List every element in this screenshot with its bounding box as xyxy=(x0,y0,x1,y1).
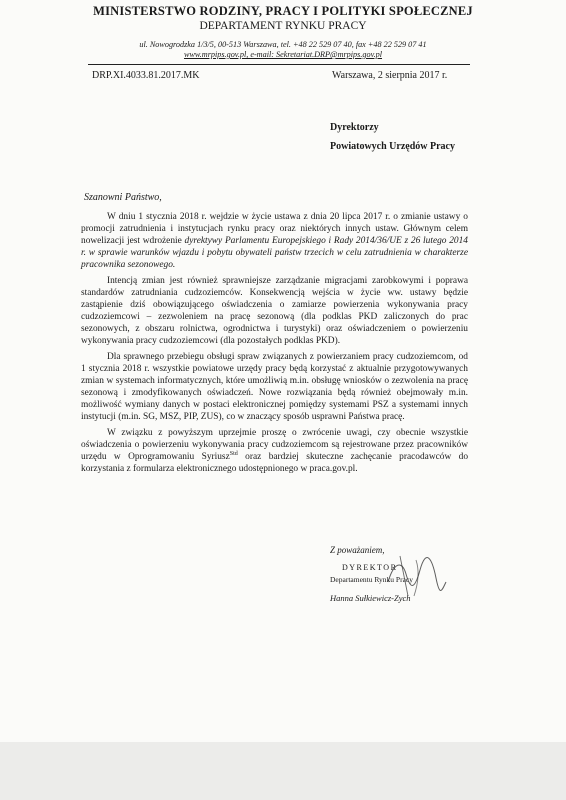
contact-line: www.mrpips.gov.pl, e-mail: Sekretariat.DRP@mrpips.gov.pl xyxy=(183,50,383,59)
paragraph-1-text: W dniu 1 stycznia 2018 r. wejdzie w życie ustawa z dnia 20 lipca 2017 r. o zmianie ustawy o promocji zatrudnienia i instytucjach rynku pracy oraz niektórych innych ustaw. Głównym celem nowelizacji jest wdrożenie xyxy=(81,212,468,246)
paragraph-1 xyxy=(81,211,468,271)
syriusz-superscript: Std xyxy=(229,450,238,457)
handwritten-signature xyxy=(380,552,450,602)
signatory-title: DYREKTOR xyxy=(342,563,398,572)
signatory-name: Hanna Sułkiewicz-Zych xyxy=(330,593,411,603)
paragraph-4-text-end: oraz bardziej skuteczne zachęcanie pracodawców do korzystania z formularza elektronicznego udostępnionego w praca.gov.pl. xyxy=(81,452,469,474)
ministry-name: MINISTERSTWO RODZINY, PRACY I POLITYKI SPOŁECZNEJ xyxy=(93,4,473,18)
address-line: ul. Nowogrodzka 1/3/5, 00-513 Warszawa, tel. +48 22 529 07 40, fax +48 22 529 07 41 xyxy=(139,40,427,49)
recipient-line-1: Dyrektorzy xyxy=(330,122,379,133)
closing-regards: Z poważaniem, xyxy=(330,545,385,555)
paragraph-4-text: W związku z powyższym uprzejmie proszę o zwrócenie uwagi, czy obecnie wszystkie oświadczenia o powierzeniu wykonywania pracy cudzoziemcom są rejestrowane przez pracowników urzędu w Oprogramowaniu Syriusz xyxy=(81,428,468,462)
reference-number: DRP.XI.4033.81.2017.MK xyxy=(92,70,200,81)
directive-reference: dyrektywy Parlamentu Europejskiego i Rady 2014/36/UE z 26 lutego 2014 r. w sprawie warunków wjazdu i pobytu obywateli państw trzecich w celu zatrudnienia w charakterze pracownika sezonowego. xyxy=(81,236,468,270)
recipient-line-2: Powiatowych Urzędów Pracy xyxy=(330,141,455,152)
header-divider xyxy=(88,64,470,65)
recipient-block xyxy=(330,118,455,156)
scan-margin xyxy=(0,742,566,800)
paragraph-4 xyxy=(81,427,468,475)
paragraph-3: Dla sprawnego przebiegu obsługi spraw związanych z powierzaniem pracy cudzoziemcom, od 1 stycznia 2018 r. wszystkie powiatowe urzędy pracy będą korzystać z aktualnie przygotowywanych zmian w systemach informatycznych, które umożliwią m.in. obsługę wniosków o zezwolenia na pracę sezonową i zmodyfikowanych oświadczeń. Nowe rozwiązania będą również obejmowały m.in. możliwość wymiany danych w postaci elektronicznej pomiędzy systemami PSZ a systemami innych instytucji (m.in. SG, MSZ, PIP, ZUS), co w znaczący sposób usprawni Państwa pracę. xyxy=(81,352,468,422)
paragraph-2: Intencją zmian jest również sprawniejsze zarządzanie migracjami zarobkowymi i poprawa standardów zatrudniania cudzoziemców. Konsekwencją wejścia w życie ww. ustawy będzie zastąpienie dziś obowiązującego oświadczenia o zamiarze powierzenia wykonywania pracy cudzoziemcowi – zezwoleniem na pracę sezonową (dla podklas PKD zaliczonych do prac sezonowych, z obszaru rolnictwa, ogrodnictwa i turystyki) oraz oświadczeniem o powierzeniu wykonywania pracy cudzoziemcowi (dla pozostałych podklas PKD). xyxy=(81,276,468,346)
letter-date: Warszawa, 2 sierpnia 2017 r. xyxy=(332,70,448,81)
salutation: Szanowni Państwo, xyxy=(84,192,162,203)
department-name: DEPARTAMENT RYNKU PRACY xyxy=(199,20,367,32)
letter-body xyxy=(81,211,468,479)
letterhead xyxy=(0,4,566,60)
signatory-department: Departamentu Rynku Pracy xyxy=(330,575,414,584)
